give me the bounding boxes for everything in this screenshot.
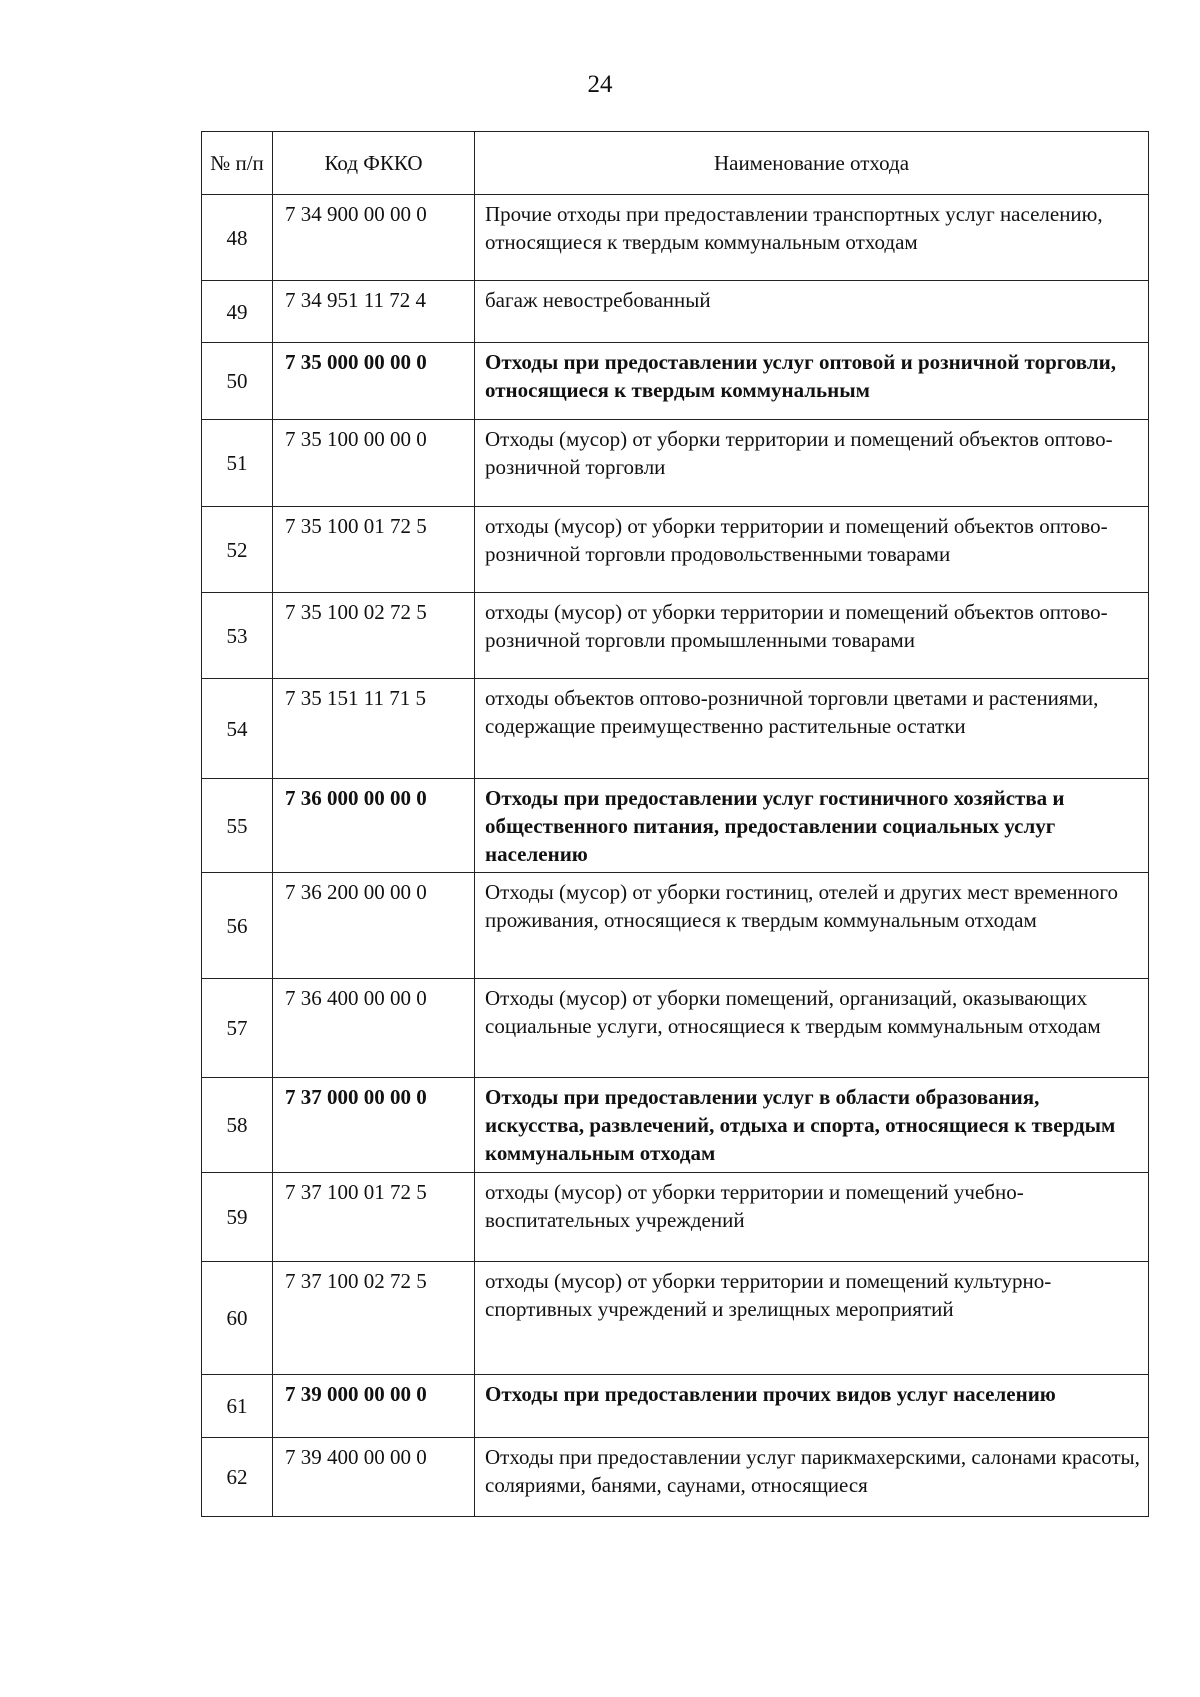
row-code: 7 34 951 11 72 4 [273, 281, 475, 343]
header-code: Код ФККО [273, 132, 475, 195]
table-row [202, 1438, 1149, 1517]
row-num: 48 [202, 195, 273, 281]
row-name: Прочие отходы при предоставлении транспортных услуг населению, относящиеся к твердым коммунальным отходам [475, 195, 1149, 281]
row-code: 7 37 100 02 72 5 [273, 1262, 475, 1375]
row-code: 7 34 900 00 00 0 [273, 195, 475, 281]
row-code: 7 36 400 00 00 0 [273, 979, 475, 1078]
row-code: 7 37 000 00 00 0 [273, 1078, 475, 1173]
row-name: Отходы при предоставлении услуг в области образования, искусства, развлечений, отдыха и спорта, относящиеся к твердым коммунальным отходам [475, 1078, 1149, 1173]
row-code: 7 35 100 02 72 5 [273, 593, 475, 679]
waste-table [201, 131, 1149, 1517]
row-num: 50 [202, 343, 273, 420]
table-row [202, 779, 1149, 873]
row-num: 52 [202, 507, 273, 593]
row-code: 7 36 200 00 00 0 [273, 873, 475, 979]
table-row [202, 195, 1149, 281]
header-row [202, 132, 1149, 195]
header-name: Наименование отхода [475, 132, 1149, 195]
table-row [202, 1173, 1149, 1262]
row-name: отходы (мусор) от уборки территории и помещений учебно-воспитательных учреждений [475, 1173, 1149, 1262]
row-name: Отходы (мусор) от уборки территории и помещений объектов оптово-розничной торговли [475, 420, 1149, 507]
row-num: 53 [202, 593, 273, 679]
row-name: Отходы при предоставлении услуг парикмахерскими, салонами красоты, соляриями, банями, саунами, относящиеся [475, 1438, 1149, 1517]
table-row [202, 281, 1149, 343]
table-row [202, 343, 1149, 420]
row-num: 51 [202, 420, 273, 507]
row-code: 7 35 151 11 71 5 [273, 679, 475, 779]
row-name: Отходы (мусор) от уборки помещений, организаций, оказывающих социальные услуги, относящиеся к твердым коммунальным отходам [475, 979, 1149, 1078]
row-num: 59 [202, 1173, 273, 1262]
row-code: 7 35 100 00 00 0 [273, 420, 475, 507]
table-body [202, 195, 1149, 1517]
row-num: 60 [202, 1262, 273, 1375]
row-num: 62 [202, 1438, 273, 1517]
table-row [202, 1262, 1149, 1375]
row-name: отходы (мусор) от уборки территории и помещений объектов оптово-розничной торговли продовольственными товарами [475, 507, 1149, 593]
table-row [202, 593, 1149, 679]
row-num: 61 [202, 1375, 273, 1438]
table-row [202, 873, 1149, 979]
page-number: 24 [587, 71, 613, 98]
table-row [202, 979, 1149, 1078]
row-num: 56 [202, 873, 273, 979]
table-row [202, 420, 1149, 507]
row-name: Отходы при предоставлении услуг оптовой и розничной торговли, относящиеся к твердым коммунальным [475, 343, 1149, 420]
row-name: Отходы при предоставлении прочих видов услуг населению [475, 1375, 1149, 1438]
row-code: 7 35 000 00 00 0 [273, 343, 475, 420]
row-num: 55 [202, 779, 273, 873]
row-name: отходы (мусор) от уборки территории и помещений объектов оптово-розничной торговли промышленными товарами [475, 593, 1149, 679]
row-name: отходы объектов оптово-розничной торговли цветами и растениями, содержащие преимущественно растительные остатки [475, 679, 1149, 779]
table-row [202, 1375, 1149, 1438]
table-row [202, 1078, 1149, 1173]
row-name: багаж невостребованный [475, 281, 1149, 343]
row-num: 58 [202, 1078, 273, 1173]
row-name: отходы (мусор) от уборки территории и помещений культурно-спортивных учреждений и зрелищных мероприятий [475, 1262, 1149, 1375]
row-code: 7 37 100 01 72 5 [273, 1173, 475, 1262]
header-num: № п/п [202, 132, 273, 195]
row-code: 7 39 400 00 00 0 [273, 1438, 475, 1517]
row-code: 7 39 000 00 00 0 [273, 1375, 475, 1438]
row-name: Отходы при предоставлении услуг гостиничного хозяйства и общественного питания, предоставлении социальных услуг населению [475, 779, 1149, 873]
table-row [202, 679, 1149, 779]
table-row [202, 507, 1149, 593]
row-num: 54 [202, 679, 273, 779]
row-code: 7 36 000 00 00 0 [273, 779, 475, 873]
row-name: Отходы (мусор) от уборки гостиниц, отелей и других мест временного проживания, относящиеся к твердым коммунальным отходам [475, 873, 1149, 979]
row-num: 57 [202, 979, 273, 1078]
row-num: 49 [202, 281, 273, 343]
row-code: 7 35 100 01 72 5 [273, 507, 475, 593]
table-header [202, 132, 1149, 195]
